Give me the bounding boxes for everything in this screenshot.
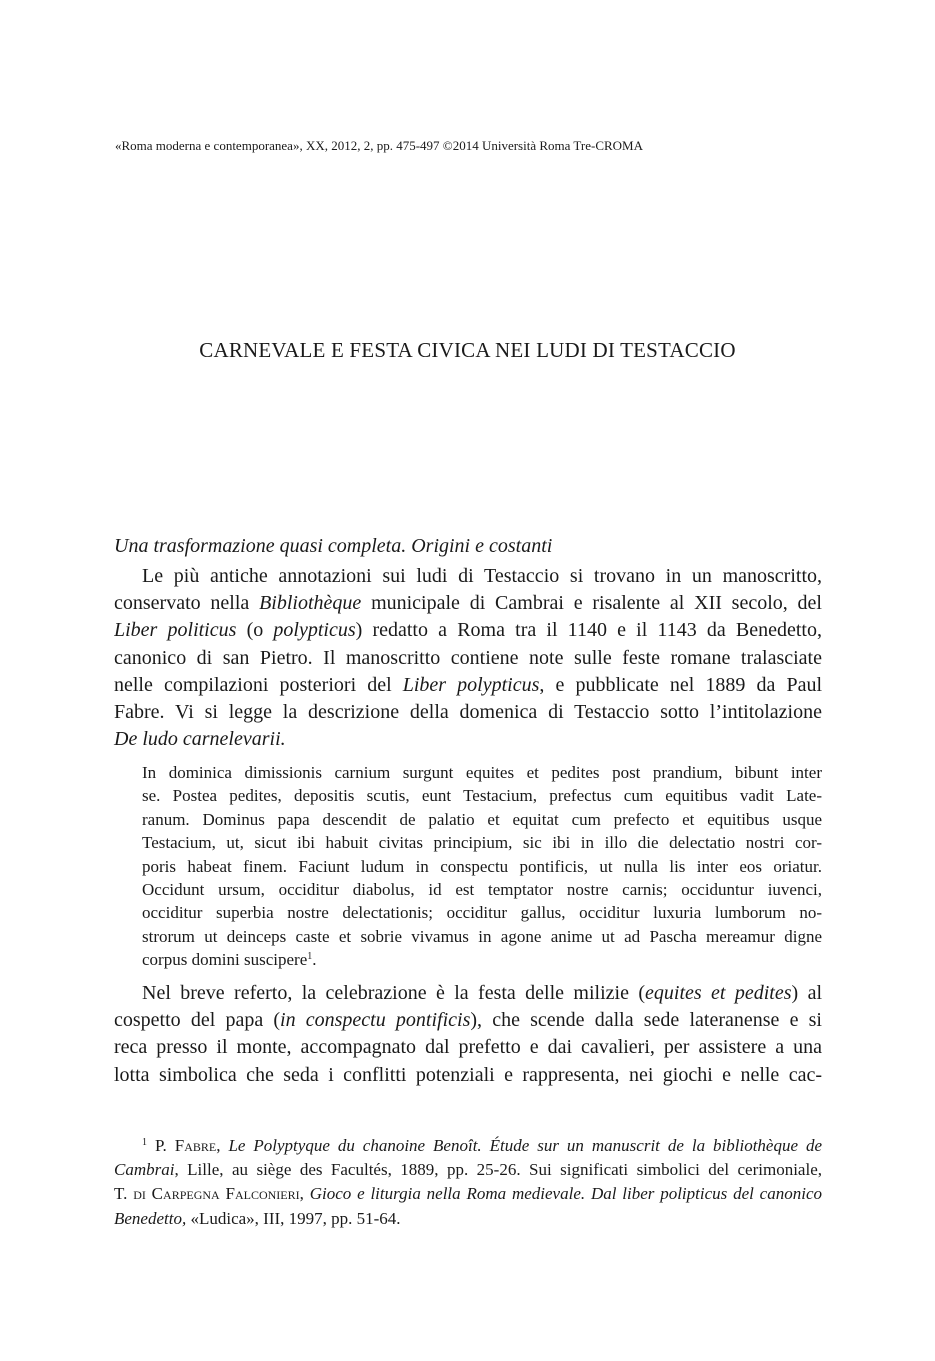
quote-line: poris habeat finem. Faciunt ludum in conspectu pontificis, ut nulla lis inter eos oriatur.	[142, 856, 822, 876]
article-title: CARNEVALE E FESTA CIVICA NEI LUDI DI TESTACCIO	[199, 338, 736, 362]
text-run: ) al	[791, 982, 822, 1004]
footnotes	[114, 1134, 822, 1231]
quote-line: se. Postea pedites, depositis scutis, eunt Testacium, prefectus cum equitibus vadit Late-	[142, 786, 822, 806]
work-title: Le Polyptyque du chanoine Benoît. Étude sur un manuscrit de la bibliothèque de	[228, 1136, 822, 1155]
paragraph-line	[114, 980, 822, 1007]
paragraph-line: Fabre. Vi si legge la descrizione della domenica di Testaccio sotto l’intitolazione	[114, 700, 822, 723]
text-run: .	[312, 950, 317, 970]
work-title: Gioco e liturgia nella Roma medievale. Dal liber polipticus del canonico	[309, 1184, 822, 1204]
author-name: P. Fabre	[154, 1136, 217, 1155]
footnote-line	[114, 1182, 822, 1206]
italic-run: polypticus	[273, 619, 356, 642]
text-run: ,	[216, 1136, 229, 1155]
author-name: T. di Carpegna Falconieri	[114, 1184, 300, 1204]
text-run: nelle compilazioni posteriori del	[114, 673, 403, 696]
text-run: municipale di Cambrai e risalente al XII secolo, del	[361, 592, 822, 615]
italic-run: in conspectu pontificis	[280, 1009, 471, 1032]
italic-run: De ludo carnelevarii.	[114, 728, 286, 751]
footnote-marker[interactable]: 1	[307, 951, 313, 963]
footnote-line	[114, 1134, 822, 1158]
quote-line: ranum. Dominus papa descendit de palatio et equitat cum prefecto et equitibus usque	[142, 809, 822, 829]
quote-line: In dominica dimissionis carnium surgunt equites et pedites post prandium, bibunt inter	[142, 763, 822, 782]
work-title: Benedetto,	[114, 1208, 187, 1228]
paragraph-2	[114, 980, 822, 1089]
quote-line: Testacium, ut, sicut ibi habuit civitas principium, sic ibi in illo die delectatio nostri cor-	[142, 833, 822, 853]
text-run: Nel breve referto, la celebrazione è la festa delle milizie (	[142, 982, 646, 1004]
quote-line	[142, 948, 822, 971]
quote-line: occiditur superbia nostre delectationis; occiditur gallus, occiditur luxuria lumborum no-	[142, 903, 822, 923]
paragraph-line: reca presso il monte, accompagnato dal prefetto e dai cavalieri, per assistere a una	[114, 1036, 822, 1059]
journal-citation-header: «Roma moderna e contemporanea», XX, 2012, 2, pp. 475-497 ©2014 Università Roma Tre-CROMA	[115, 138, 643, 153]
paragraph-line	[114, 617, 822, 644]
paragraph-line	[114, 590, 822, 617]
text-run: ) redatto a Roma tra il 1140 e il 1143 da Benedetto,	[355, 619, 822, 642]
paragraph-line	[114, 726, 822, 753]
footnote-line	[114, 1207, 822, 1231]
italic-run: Liber politicus	[114, 619, 237, 642]
paragraph-line: canonico di san Pietro. Il manoscritto contiene note sulle feste romane tralasciate	[114, 646, 822, 669]
text-run: conservato nella	[114, 592, 260, 615]
text-run: (o	[236, 619, 274, 642]
text-run: corpus domini suscipere	[142, 950, 308, 970]
text-run: cospetto del papa (	[114, 1009, 281, 1032]
italic-run: Liber polypticus	[402, 673, 540, 696]
text-run: ,	[299, 1184, 310, 1204]
italic-run: equites et pedites	[645, 982, 792, 1004]
quote-line: Occidunt ursum, occiditur diabolus, id est temptator nostre carnis; occiduntur iuvenci,	[142, 879, 822, 899]
paragraph-line: lotta simbolica che seda i conflitti potenziali e rappresenta, nei giochi e nelle cac-	[114, 1063, 822, 1086]
quote-line: strorum ut deinceps caste et sobrie vivamus in agone anime ut ad Pascha mereamur digne	[142, 926, 822, 946]
footnote-number: 1	[142, 1137, 147, 1148]
section-heading: Una trasformazione quasi completa. Origini e costanti	[114, 535, 553, 557]
text-run: ), che scende dalla sede lateranense e si	[470, 1009, 822, 1032]
paragraph-line	[114, 672, 822, 699]
text-run: , Lille, au siège des Facultés, 1889, pp. 25-26. Sui significati simbolici del cerimoniale,	[174, 1160, 822, 1180]
paragraph-1	[114, 563, 822, 753]
paragraph-line: Le più antiche annotazioni sui ludi di Testaccio si trovano in un manoscritto,	[142, 565, 822, 587]
latin-quotation	[142, 761, 822, 972]
work-title: Cambrai	[114, 1160, 175, 1180]
text-run: , e pubblicate nel 1889 da Paul	[539, 673, 822, 696]
footnote-line	[114, 1158, 822, 1182]
text-run: «Ludica», III, 1997, pp. 51-64.	[186, 1208, 401, 1228]
italic-run: Bibliothèque	[259, 592, 362, 615]
paragraph-line	[114, 1007, 822, 1034]
